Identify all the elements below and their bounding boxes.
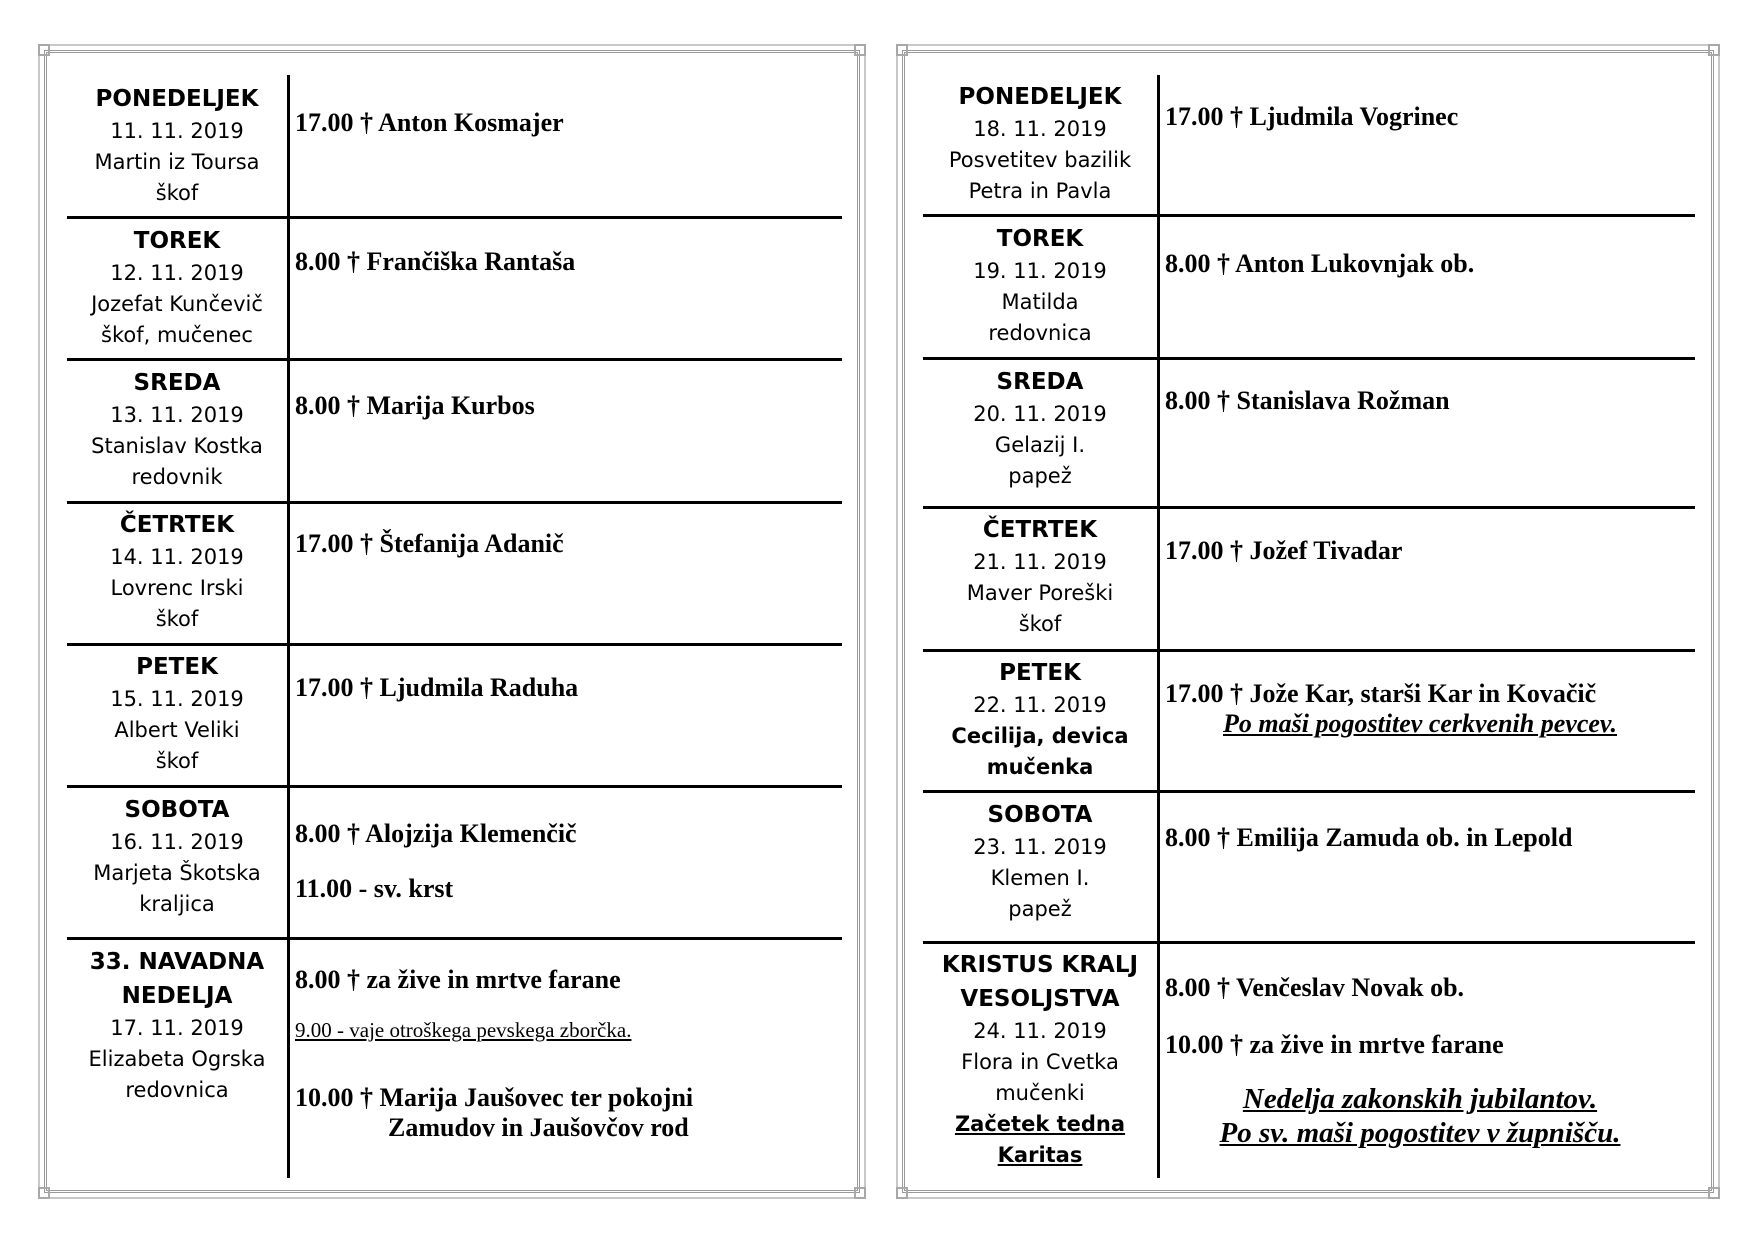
frame-corner <box>854 1187 866 1199</box>
saint-title: mučenka <box>986 755 1094 779</box>
mass-list <box>1165 679 1675 739</box>
day-date: 12. 11. 2019 <box>110 261 244 285</box>
day-tuesday <box>67 224 287 351</box>
day-date: 11. 11. 2019 <box>110 119 244 143</box>
mass-note: 9.00 - vaje otroškega pevskega zborčka. <box>295 1018 632 1042</box>
row-divider <box>923 214 1695 217</box>
day-date: 23. 11. 2019 <box>973 835 1107 859</box>
day-name: ČETRTEK <box>119 512 235 538</box>
day-date: 15. 11. 2019 <box>110 687 244 711</box>
day-thursday <box>67 508 287 635</box>
row-divider <box>923 357 1695 360</box>
saint-title: kraljica <box>139 892 215 916</box>
saint-title: škof <box>1018 612 1062 636</box>
day-name: SREDA <box>996 369 1084 395</box>
mass-entry: 8.00 † za žive in mrtve farane <box>295 965 621 994</box>
day-name: PETEK <box>136 654 218 680</box>
mass-entry: 17.00 † Ljudmila Vogrinec <box>1165 102 1459 131</box>
saint-name: Elizabeta Ogrska <box>88 1047 266 1071</box>
day-date: 17. 11. 2019 <box>110 1016 244 1040</box>
mass-entry: 8.00 † Venčeslav Novak ob. <box>1165 973 1465 1002</box>
day-name: PETEK <box>999 660 1081 686</box>
announcement: Po sv. maši pogostitev v župnišču. <box>1219 1117 1621 1149</box>
saint-title: redovnica <box>125 1078 229 1102</box>
saint-name: Jozefat Kunčevič <box>91 292 263 316</box>
saint-name: Posvetitev bazilik <box>948 148 1132 172</box>
mass-list <box>1165 386 1450 416</box>
day-date: 13. 11. 2019 <box>110 403 244 427</box>
saint-title: papež <box>1008 897 1072 921</box>
column-divider <box>287 75 290 1178</box>
mass-entry-continued: Zamudov in Jaušovčov rod <box>388 1113 689 1142</box>
saint-title: škof <box>155 749 199 773</box>
mass-entry: 17.00 † Ljudmila Raduha <box>295 673 579 702</box>
day-date: 24. 11. 2019 <box>973 1019 1107 1043</box>
mass-list <box>1165 973 1675 1150</box>
day-name: TOREK <box>996 226 1084 252</box>
frame-corner <box>854 44 866 56</box>
day-date: 14. 11. 2019 <box>110 545 244 569</box>
row-divider <box>923 941 1695 944</box>
mass-list <box>1165 536 1402 566</box>
mass-list <box>295 247 575 277</box>
saint-name: Cecilija, devica <box>951 724 1129 748</box>
saint-title: škof <box>155 607 199 631</box>
day-monday <box>67 82 287 209</box>
mass-list <box>295 108 564 138</box>
schedule-panel-right <box>902 50 1714 1193</box>
mass-entry: 17.00 † Jože Kar, starši Kar in Kovačič <box>1165 679 1597 708</box>
mass-entry: 17.00 † Anton Kosmajer <box>295 108 564 137</box>
saint-name: Stanislav Kostka <box>91 434 263 458</box>
mass-entry: 8.00 † Alojzija Klemenčič <box>295 819 577 848</box>
row-divider <box>67 358 842 361</box>
frame-corner <box>38 1187 50 1199</box>
saint-name: Flora in Cvetka <box>961 1050 1119 1074</box>
day-name: TOREK <box>133 228 221 254</box>
mass-entry: 11.00 - sv. krst <box>295 874 454 903</box>
saint-name: Lovrenc Irski <box>110 576 244 600</box>
mass-list <box>295 965 693 1143</box>
day-wednesday <box>923 365 1157 492</box>
day-name: SOBOTA <box>124 797 230 823</box>
row-divider <box>923 506 1695 509</box>
day-date: 21. 11. 2019 <box>973 550 1107 574</box>
mass-list <box>1165 823 1572 853</box>
frame-corner <box>896 44 908 56</box>
day-date: 18. 11. 2019 <box>973 117 1107 141</box>
frame-corner <box>1708 44 1720 56</box>
saint-name: Albert Veliki <box>114 718 240 742</box>
day-name: NEDELJA <box>121 983 233 1009</box>
saint-title: papež <box>1008 464 1072 488</box>
saint-name: Martin iz Toursa <box>94 150 260 174</box>
day-thursday <box>923 513 1157 640</box>
mass-list <box>1165 249 1474 279</box>
day-name: KRISTUS KRALJ <box>941 952 1139 978</box>
saint-title: redovnica <box>988 321 1092 345</box>
mass-list <box>295 529 564 559</box>
day-friday <box>923 656 1157 783</box>
saint-title: škof <box>155 181 199 205</box>
mass-list <box>295 391 535 421</box>
saint-name: Marjeta Škotska <box>93 861 261 885</box>
day-saturday <box>923 798 1157 925</box>
announcement: Nedelja zakonskih jubilantov. <box>1242 1083 1598 1115</box>
day-name: VESOLJSTVA <box>960 986 1120 1012</box>
row-divider <box>67 501 842 504</box>
row-divider <box>67 216 842 219</box>
day-sunday <box>923 948 1157 1171</box>
mass-entry: 8.00 † Marija Kurbos <box>295 391 535 420</box>
saint-name: Klemen I. <box>990 866 1090 890</box>
frame-corner <box>1708 1187 1720 1199</box>
day-friday <box>67 650 287 777</box>
day-date: 19. 11. 2019 <box>973 259 1107 283</box>
day-tuesday <box>923 222 1157 349</box>
saint-name: Maver Poreški <box>966 581 1114 605</box>
mass-entry: 17.00 † Štefanija Adanič <box>295 529 564 558</box>
frame-corner <box>38 44 50 56</box>
day-name: ČETRTEK <box>982 517 1098 543</box>
mass-entry: 10.00 † Marija Jaušovec ter pokojni <box>295 1083 694 1112</box>
day-date: 16. 11. 2019 <box>110 830 244 854</box>
mass-entry: 8.00 † Emilija Zamuda ob. in Lepold <box>1165 823 1573 852</box>
mass-list <box>295 819 577 904</box>
day-monday <box>923 80 1157 207</box>
day-wednesday <box>67 366 287 493</box>
mass-entry: 17.00 † Jožef Tivadar <box>1165 536 1403 565</box>
schedule-panel-left <box>44 50 860 1193</box>
day-name: SREDA <box>133 370 221 396</box>
mass-list <box>1165 102 1458 132</box>
day-name: PONEDELJEK <box>95 86 259 112</box>
note-line: Začetek tedna <box>954 1112 1126 1136</box>
mass-entry: 8.00 † Stanislava Rožman <box>1165 386 1450 415</box>
mass-note: Po maši pogostitev cerkvenih pevcev. <box>1223 709 1617 738</box>
mass-entry: 8.00 † Frančiška Rantaša <box>295 247 576 276</box>
saint-title: mučenki <box>995 1081 1085 1105</box>
row-divider <box>923 790 1695 793</box>
day-name: 33. NAVADNA <box>89 949 265 975</box>
day-date: 20. 11. 2019 <box>973 402 1107 426</box>
mass-entry: 10.00 † za žive in mrtve farane <box>1165 1030 1504 1059</box>
note-line: Karitas <box>997 1143 1083 1167</box>
column-divider <box>1157 75 1160 1178</box>
row-divider <box>923 649 1695 652</box>
day-date: 22. 11. 2019 <box>973 693 1107 717</box>
day-name: SOBOTA <box>987 802 1093 828</box>
saint-name: Matilda <box>1001 290 1079 314</box>
mass-list <box>295 673 578 703</box>
saint-title: redovnik <box>131 465 223 489</box>
saint-title: Petra in Pavla <box>968 179 1112 203</box>
row-divider <box>67 785 842 788</box>
mass-entry: 8.00 † Anton Lukovnjak ob. <box>1165 249 1475 278</box>
row-divider <box>67 643 842 646</box>
saint-title: škof, mučenec <box>101 323 253 347</box>
day-saturday <box>67 793 287 920</box>
row-divider <box>67 937 842 940</box>
day-sunday <box>67 945 287 1106</box>
saint-name: Gelazij I. <box>994 433 1086 457</box>
frame-corner <box>896 1187 908 1199</box>
day-name: PONEDELJEK <box>958 84 1122 110</box>
